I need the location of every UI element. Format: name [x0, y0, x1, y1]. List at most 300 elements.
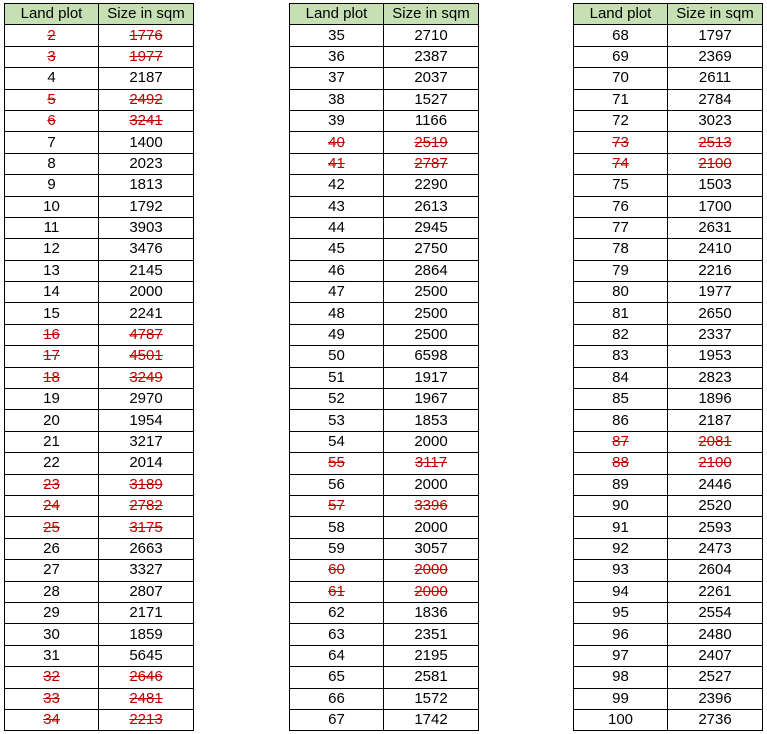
- land-plot-cell[interactable]: 62: [290, 602, 384, 623]
- land-plot-cell[interactable]: 64: [290, 645, 384, 666]
- size-cell[interactable]: 3175: [99, 517, 194, 538]
- land-plot-cell[interactable]: 22: [5, 453, 99, 474]
- land-plot-cell[interactable]: 48: [290, 303, 384, 324]
- table-row: [290, 260, 479, 281]
- size-cell[interactable]: 3476: [99, 239, 194, 260]
- land-plot-cell[interactable]: 19: [5, 389, 99, 410]
- table-row: [5, 153, 194, 174]
- land-plot-table-1: [4, 3, 194, 731]
- size-cell[interactable]: 2513: [668, 132, 763, 153]
- size-cell[interactable]: 4787: [99, 324, 194, 345]
- table-row: [290, 581, 479, 602]
- table-row: [574, 688, 763, 709]
- land-plot-cell[interactable]: 71: [574, 89, 668, 110]
- size-cell[interactable]: 1166: [384, 110, 479, 131]
- table-row: [574, 367, 763, 388]
- table-row: [5, 132, 194, 153]
- land-plot-cell[interactable]: 20: [5, 410, 99, 431]
- land-plot-cell[interactable]: 59: [290, 538, 384, 559]
- table-row: [5, 517, 194, 538]
- land-plot-cell[interactable]: 35: [290, 25, 384, 46]
- size-cell[interactable]: 2710: [384, 25, 479, 46]
- land-plot-cell[interactable]: 68: [574, 25, 668, 46]
- land-plot-cell[interactable]: 4: [5, 68, 99, 89]
- land-plot-cell[interactable]: 2: [5, 25, 99, 46]
- size-cell[interactable]: 2945: [384, 217, 479, 238]
- size-cell[interactable]: 2241: [99, 303, 194, 324]
- table-row: [574, 110, 763, 131]
- size-cell[interactable]: 2195: [384, 645, 479, 666]
- size-cell[interactable]: 3249: [99, 367, 194, 388]
- size-cell[interactable]: 1953: [668, 346, 763, 367]
- size-cell[interactable]: 1836: [384, 602, 479, 623]
- land-plot-cell[interactable]: 56: [290, 474, 384, 495]
- size-cell[interactable]: 3327: [99, 560, 194, 581]
- table-row: [574, 46, 763, 67]
- land-plot-cell[interactable]: 54: [290, 431, 384, 452]
- size-cell[interactable]: 2613: [384, 196, 479, 217]
- size-cell[interactable]: 1967: [384, 389, 479, 410]
- size-cell[interactable]: 1572: [384, 688, 479, 709]
- land-plot-cell[interactable]: 10: [5, 196, 99, 217]
- table-row: [290, 153, 479, 174]
- size-cell[interactable]: 2611: [668, 68, 763, 89]
- size-cell[interactable]: 1797: [668, 25, 763, 46]
- land-plot-cell[interactable]: 85: [574, 389, 668, 410]
- size-cell[interactable]: 4501: [99, 346, 194, 367]
- table-row: [290, 410, 479, 431]
- land-plot-cell[interactable]: 97: [574, 645, 668, 666]
- table-row: [5, 431, 194, 452]
- land-plot-cell[interactable]: 13: [5, 260, 99, 281]
- land-plot-cell[interactable]: 47: [290, 282, 384, 303]
- size-cell[interactable]: 2750: [384, 239, 479, 260]
- header-land-plot[interactable]: Land plot: [574, 4, 668, 25]
- land-plot-cell[interactable]: 78: [574, 239, 668, 260]
- table-row: [5, 175, 194, 196]
- land-plot-cell[interactable]: 36: [290, 46, 384, 67]
- table-row: [5, 324, 194, 345]
- land-plot-table-2: [289, 3, 479, 731]
- table-row: [290, 239, 479, 260]
- land-plot-cell[interactable]: 5: [5, 89, 99, 110]
- table-row: [5, 110, 194, 131]
- header-row: [574, 4, 763, 25]
- size-cell[interactable]: 2593: [668, 517, 763, 538]
- header-land-plot[interactable]: Land plot: [5, 4, 99, 25]
- land-plot-cell[interactable]: 7: [5, 132, 99, 153]
- size-cell[interactable]: 2500: [384, 324, 479, 345]
- size-cell[interactable]: 2604: [668, 560, 763, 581]
- size-cell[interactable]: 2864: [384, 260, 479, 281]
- table-row: [574, 132, 763, 153]
- size-cell[interactable]: 2014: [99, 453, 194, 474]
- land-plot-cell[interactable]: 67: [290, 709, 384, 730]
- land-plot-cell[interactable]: 58: [290, 517, 384, 538]
- size-cell[interactable]: 2187: [668, 410, 763, 431]
- size-cell[interactable]: 2554: [668, 602, 763, 623]
- land-plot-cell[interactable]: 12: [5, 239, 99, 260]
- land-plot-cell[interactable]: 37: [290, 68, 384, 89]
- table-row: [5, 346, 194, 367]
- table-row: [290, 110, 479, 131]
- size-cell[interactable]: 2396: [668, 688, 763, 709]
- table-row: [574, 667, 763, 688]
- land-plot-cell[interactable]: 94: [574, 581, 668, 602]
- land-plot-cell[interactable]: 25: [5, 517, 99, 538]
- size-cell[interactable]: 2145: [99, 260, 194, 281]
- land-plot-cell[interactable]: 61: [290, 581, 384, 602]
- table-row: [290, 667, 479, 688]
- size-cell[interactable]: 2000: [384, 517, 479, 538]
- table-row: [5, 560, 194, 581]
- size-cell[interactable]: 2000: [99, 282, 194, 303]
- size-cell[interactable]: 2782: [99, 495, 194, 516]
- size-cell[interactable]: 3023: [668, 110, 763, 131]
- size-cell[interactable]: 1400: [99, 132, 194, 153]
- land-plot-cell[interactable]: 40: [290, 132, 384, 153]
- land-plot-cell[interactable]: 69: [574, 46, 668, 67]
- size-cell[interactable]: 2500: [384, 303, 479, 324]
- size-cell[interactable]: 2500: [384, 282, 479, 303]
- land-plot-cell[interactable]: 51: [290, 367, 384, 388]
- land-plot-cell[interactable]: 60: [290, 560, 384, 581]
- land-plot-cell[interactable]: 55: [290, 453, 384, 474]
- table-row: [290, 175, 479, 196]
- land-plot-cell[interactable]: 28: [5, 581, 99, 602]
- table-row: [574, 196, 763, 217]
- table-row: [290, 431, 479, 452]
- land-plot-cell[interactable]: 42: [290, 175, 384, 196]
- size-cell[interactable]: 1776: [99, 25, 194, 46]
- land-plot-cell[interactable]: 39: [290, 110, 384, 131]
- size-cell[interactable]: 2000: [384, 581, 479, 602]
- size-cell[interactable]: 3117: [384, 453, 479, 474]
- table-row: [574, 346, 763, 367]
- size-cell[interactable]: 2527: [668, 667, 763, 688]
- size-cell[interactable]: 2216: [668, 260, 763, 281]
- land-plot-cell[interactable]: 43: [290, 196, 384, 217]
- land-plot-cell[interactable]: 34: [5, 709, 99, 730]
- table-row: [574, 324, 763, 345]
- table-row: [574, 303, 763, 324]
- size-cell[interactable]: 2351: [384, 624, 479, 645]
- land-plot-cell[interactable]: 18: [5, 367, 99, 388]
- table-row: [574, 217, 763, 238]
- table-row: [574, 410, 763, 431]
- table-row: [5, 645, 194, 666]
- land-plot-cell[interactable]: 30: [5, 624, 99, 645]
- table-row: [574, 624, 763, 645]
- land-plot-cell[interactable]: 32: [5, 667, 99, 688]
- land-plot-cell[interactable]: 21: [5, 431, 99, 452]
- land-plot-cell[interactable]: 26: [5, 538, 99, 559]
- table-row: [290, 389, 479, 410]
- land-plot-cell[interactable]: 90: [574, 495, 668, 516]
- table-row: [5, 282, 194, 303]
- table-row: [5, 495, 194, 516]
- size-cell[interactable]: 1859: [99, 624, 194, 645]
- land-plot-cell[interactable]: 9: [5, 175, 99, 196]
- table-row: [574, 260, 763, 281]
- size-cell[interactable]: 2631: [668, 217, 763, 238]
- table-row: [290, 538, 479, 559]
- table-row: [290, 709, 479, 730]
- table-row: [574, 431, 763, 452]
- size-cell[interactable]: 1503: [668, 175, 763, 196]
- table-row: [5, 410, 194, 431]
- size-cell[interactable]: 1954: [99, 410, 194, 431]
- size-cell[interactable]: 2000: [384, 431, 479, 452]
- table-row: [574, 68, 763, 89]
- land-plot-cell[interactable]: 27: [5, 560, 99, 581]
- table-row: [5, 602, 194, 623]
- land-plot-cell[interactable]: 41: [290, 153, 384, 174]
- table-row: [290, 474, 479, 495]
- table-row: [574, 495, 763, 516]
- table-row: [290, 367, 479, 388]
- size-cell[interactable]: 2480: [668, 624, 763, 645]
- land-plot-cell[interactable]: 14: [5, 282, 99, 303]
- table-row: [5, 538, 194, 559]
- land-plot-cell[interactable]: 53: [290, 410, 384, 431]
- land-plot-cell[interactable]: 15: [5, 303, 99, 324]
- size-cell[interactable]: 1792: [99, 196, 194, 217]
- table-row: [290, 217, 479, 238]
- header-land-plot[interactable]: Land plot: [290, 4, 384, 25]
- land-plot-cell[interactable]: 79: [574, 260, 668, 281]
- size-cell[interactable]: 2081: [668, 431, 763, 452]
- land-plot-cell[interactable]: 52: [290, 389, 384, 410]
- size-cell[interactable]: 2646: [99, 667, 194, 688]
- size-cell[interactable]: 1742: [384, 709, 479, 730]
- size-cell[interactable]: 2213: [99, 709, 194, 730]
- land-plot-cell[interactable]: 95: [574, 602, 668, 623]
- table-row: [5, 709, 194, 730]
- size-cell[interactable]: 2337: [668, 324, 763, 345]
- size-cell[interactable]: 1896: [668, 389, 763, 410]
- table-row: [290, 645, 479, 666]
- land-plot-cell[interactable]: 81: [574, 303, 668, 324]
- size-cell[interactable]: 2290: [384, 175, 479, 196]
- table-row: [290, 89, 479, 110]
- size-cell[interactable]: 1813: [99, 175, 194, 196]
- size-cell[interactable]: 2787: [384, 153, 479, 174]
- size-cell[interactable]: 1700: [668, 196, 763, 217]
- land-plot-cell[interactable]: 65: [290, 667, 384, 688]
- land-plot-cell[interactable]: 99: [574, 688, 668, 709]
- land-plot-cell[interactable]: 45: [290, 239, 384, 260]
- land-plot-cell[interactable]: 100: [574, 709, 668, 730]
- size-cell[interactable]: 1527: [384, 89, 479, 110]
- land-plot-cell[interactable]: 87: [574, 431, 668, 452]
- size-cell[interactable]: 2784: [668, 89, 763, 110]
- table-row: [290, 602, 479, 623]
- table-row: [5, 239, 194, 260]
- land-plot-cell[interactable]: 57: [290, 495, 384, 516]
- size-cell[interactable]: 6598: [384, 346, 479, 367]
- land-plot-cell[interactable]: 6: [5, 110, 99, 131]
- size-cell[interactable]: 2261: [668, 581, 763, 602]
- size-cell[interactable]: 2970: [99, 389, 194, 410]
- land-plot-cell[interactable]: 46: [290, 260, 384, 281]
- size-cell[interactable]: 3241: [99, 110, 194, 131]
- table-row: [574, 538, 763, 559]
- table-row: [290, 282, 479, 303]
- land-plot-cell[interactable]: 72: [574, 110, 668, 131]
- table-row: [574, 175, 763, 196]
- size-cell[interactable]: 3217: [99, 431, 194, 452]
- table-row: [574, 389, 763, 410]
- header-row: [290, 4, 479, 25]
- land-plot-cell[interactable]: 73: [574, 132, 668, 153]
- land-plot-cell[interactable]: 38: [290, 89, 384, 110]
- size-cell[interactable]: 2100: [668, 453, 763, 474]
- land-plot-cell[interactable]: 89: [574, 474, 668, 495]
- header-size-sqm[interactable]: Size in sqm: [384, 4, 479, 25]
- land-plot-cell[interactable]: 96: [574, 624, 668, 645]
- land-plot-cell[interactable]: 84: [574, 367, 668, 388]
- size-cell[interactable]: 3189: [99, 474, 194, 495]
- land-plot-cell[interactable]: 82: [574, 324, 668, 345]
- table-row: [5, 667, 194, 688]
- table-row: [574, 153, 763, 174]
- land-plot-cell[interactable]: 80: [574, 282, 668, 303]
- land-plot-cell[interactable]: 66: [290, 688, 384, 709]
- land-plot-cell[interactable]: 93: [574, 560, 668, 581]
- land-plot-cell[interactable]: 16: [5, 324, 99, 345]
- size-cell[interactable]: 2000: [384, 560, 479, 581]
- size-cell[interactable]: 2171: [99, 602, 194, 623]
- table-row: [5, 46, 194, 67]
- table-row: [574, 282, 763, 303]
- table-row: [5, 389, 194, 410]
- land-plot-cell[interactable]: 3: [5, 46, 99, 67]
- land-plot-cell[interactable]: 76: [574, 196, 668, 217]
- table-row: [574, 239, 763, 260]
- land-plot-cell[interactable]: 44: [290, 217, 384, 238]
- land-plot-cell[interactable]: 74: [574, 153, 668, 174]
- size-cell[interactable]: 2100: [668, 153, 763, 174]
- size-cell[interactable]: 2650: [668, 303, 763, 324]
- land-plot-cell[interactable]: 86: [574, 410, 668, 431]
- size-cell[interactable]: 2000: [384, 474, 479, 495]
- size-cell[interactable]: 3396: [384, 495, 479, 516]
- size-cell[interactable]: 2663: [99, 538, 194, 559]
- table-row: [290, 688, 479, 709]
- size-cell[interactable]: 1917: [384, 367, 479, 388]
- table-row: [5, 89, 194, 110]
- table-row: [290, 25, 479, 46]
- table-row: [290, 196, 479, 217]
- size-cell[interactable]: 2807: [99, 581, 194, 602]
- size-cell[interactable]: 2387: [384, 46, 479, 67]
- table-row: [290, 453, 479, 474]
- land-plot-cell[interactable]: 88: [574, 453, 668, 474]
- land-plot-cell[interactable]: 75: [574, 175, 668, 196]
- land-plot-cell[interactable]: 49: [290, 324, 384, 345]
- table-row: [5, 303, 194, 324]
- land-plot-cell[interactable]: 83: [574, 346, 668, 367]
- size-cell[interactable]: 2037: [384, 68, 479, 89]
- table-row: [574, 453, 763, 474]
- table-row: [290, 68, 479, 89]
- table-row: [290, 495, 479, 516]
- table-row: [5, 474, 194, 495]
- land-plot-table-3: [573, 3, 763, 731]
- table-row: [290, 560, 479, 581]
- table-row: [290, 346, 479, 367]
- size-cell[interactable]: 2823: [668, 367, 763, 388]
- size-cell[interactable]: 2410: [668, 239, 763, 260]
- table-row: [5, 581, 194, 602]
- land-plot-cell[interactable]: 24: [5, 495, 99, 516]
- land-plot-cell[interactable]: 77: [574, 217, 668, 238]
- table-row: [5, 68, 194, 89]
- size-cell[interactable]: 2369: [668, 46, 763, 67]
- land-plot-cell[interactable]: 23: [5, 474, 99, 495]
- size-cell[interactable]: 2481: [99, 688, 194, 709]
- table-row: [574, 517, 763, 538]
- land-plot-cell[interactable]: 50: [290, 346, 384, 367]
- table-row: [5, 196, 194, 217]
- table-row: [574, 89, 763, 110]
- land-plot-cell[interactable]: 91: [574, 517, 668, 538]
- size-cell[interactable]: 2407: [668, 645, 763, 666]
- land-plot-cell[interactable]: 8: [5, 153, 99, 174]
- size-cell[interactable]: 2492: [99, 89, 194, 110]
- table-row: [5, 25, 194, 46]
- table-row: [574, 645, 763, 666]
- table-row: [290, 303, 479, 324]
- table-row: [574, 560, 763, 581]
- header-size-sqm[interactable]: Size in sqm: [668, 4, 763, 25]
- size-cell[interactable]: 2581: [384, 667, 479, 688]
- land-plot-cell[interactable]: 11: [5, 217, 99, 238]
- table-row: [574, 474, 763, 495]
- size-cell[interactable]: 2187: [99, 68, 194, 89]
- table-row: [290, 324, 479, 345]
- size-cell[interactable]: 2446: [668, 474, 763, 495]
- land-plot-cell[interactable]: 31: [5, 645, 99, 666]
- size-cell[interactable]: 1977: [668, 282, 763, 303]
- size-cell[interactable]: 3057: [384, 538, 479, 559]
- table-row: [290, 132, 479, 153]
- header-size-sqm[interactable]: Size in sqm: [99, 4, 194, 25]
- size-cell[interactable]: 1977: [99, 46, 194, 67]
- size-cell[interactable]: 5645: [99, 645, 194, 666]
- table-row: [5, 688, 194, 709]
- table-row: [5, 624, 194, 645]
- size-cell[interactable]: 2023: [99, 153, 194, 174]
- size-cell[interactable]: 1853: [384, 410, 479, 431]
- land-plot-cell[interactable]: 29: [5, 602, 99, 623]
- size-cell[interactable]: 2736: [668, 709, 763, 730]
- size-cell[interactable]: 3903: [99, 217, 194, 238]
- size-cell[interactable]: 2473: [668, 538, 763, 559]
- land-plot-cell[interactable]: 17: [5, 346, 99, 367]
- land-plot-cell[interactable]: 33: [5, 688, 99, 709]
- size-cell[interactable]: 2520: [668, 495, 763, 516]
- land-plot-cell[interactable]: 70: [574, 68, 668, 89]
- land-plot-cell[interactable]: 63: [290, 624, 384, 645]
- table-row: [574, 709, 763, 730]
- land-plot-cell[interactable]: 92: [574, 538, 668, 559]
- table-row: [574, 25, 763, 46]
- size-cell[interactable]: 2519: [384, 132, 479, 153]
- table-row: [574, 602, 763, 623]
- land-plot-cell[interactable]: 98: [574, 667, 668, 688]
